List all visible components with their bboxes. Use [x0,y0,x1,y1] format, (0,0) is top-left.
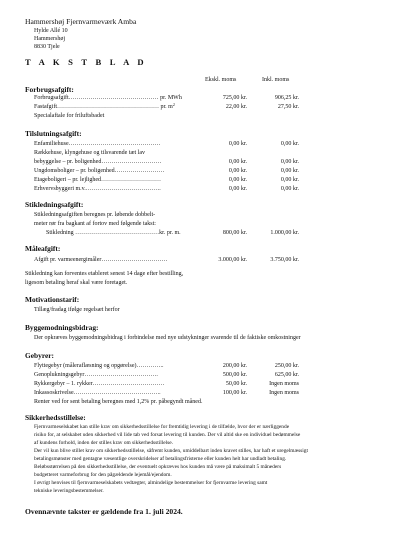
address-line-3: 8830 Tjele [34,44,60,50]
sikkerhed-line-8: I øvrigt henvises til fjernvarmeselskabets vedtægter, almindelige bestemmelser for fjernvarme levering samt [34,480,268,486]
value-excl: 200,00 kr. [222,363,247,369]
row-label: Stikledning ……………………………………kr. pr. m. [46,230,181,236]
value-excl: 3.000,00 kr. [218,257,247,263]
sikkerhed-line-4: Der vil kun blive stillet krav om sikkerhedsstillelse, såfremt kunden, umiddelbart inden kravet stilles, har haft et uregelmæssigt [34,448,308,454]
row-label: Inkassoskrivelse…………………………………….. [34,390,161,396]
address-line-2: Hammershøj [34,36,65,42]
value-excl: 0,00 kr. [228,177,247,183]
column-header-incl: Inkl. moms [262,77,290,83]
value-incl: Ingen moms [269,381,299,387]
value-incl: 250,00 kr. [274,363,299,369]
maaler-note-1: Stikledning kan forventes etableret senest 14 dage efter bestilling, [25,271,184,277]
row-label: Enfamiliehuse………………………………………. [34,141,161,147]
value-excl: 0,00 kr. [228,168,247,174]
section-heading-tilslutning: Tilslutningsafgift: [25,129,82,138]
row-label: Etageboligeri – pr. lejlighed………………………… [34,177,161,183]
value-incl: 0,00 kr. [280,186,299,192]
byggemodning-text: Der opkræves byggemodningsbidrag i forbindelse med nye udstykninger svarende til de faktiske omkostninger [34,335,301,341]
stikledning-line-1: Stikledningsafgiften beregnes pr. løbende dobbelt- [34,212,156,218]
column-header-excl: Ekskl. moms [205,77,237,83]
row-label: Rækkehuse, klyngehuse og tilsvarende tæt lav [34,150,145,156]
row-label: Flyttegebyr (måleraflæsning og opgørelse)………….. [34,363,164,369]
value-excl: 800,00 kr. [222,230,247,236]
row-label: Ungdomsboliger – pr. boligenhed……………………. [34,168,165,174]
section-heading-sikkerhed: Sikkerhedsstillelse: [25,413,86,422]
value-excl: 22,00 kr. [225,104,247,110]
value-excl: 0,00 kr. [228,141,247,147]
row-label: Rykkergebyr – 1. rykker……………………………… [34,381,165,387]
value-incl: 0,00 kr. [280,141,299,147]
value-incl: 27,50 kr. [277,104,299,110]
value-incl: 3.750,00 kr. [270,257,299,263]
value-excl: 500,00 kr. [222,372,247,378]
gebyrer-note: Renter ved for sent betaling beregnes med 1,2% pr. påbegyndt måned. [34,399,203,405]
stikledning-line-2: meter rør fra bagkant af fortov med følgende takst: [34,221,156,227]
sikkerhed-line-7: budgetteret varmeforbrug for den pågældende lejemål/ejendom. [34,472,172,478]
value-incl: 0,00 kr. [280,177,299,183]
row-label: Fastafgift…………………………………………… pr. $m^2$ [34,102,175,110]
row-label: Genoplukningsgebyr………………………………. [34,372,158,378]
value-excl: 725,00 kr. [222,95,247,101]
section-heading-gebyrer: Gebyrer: [25,351,55,360]
maaler-note-2: ligesom betaling heraf skal være foretaget. [25,280,128,286]
section-heading-forbrug: Forbrugsafgift: [25,85,74,94]
address-line-1: Hylde Allé 10 [34,28,68,34]
sikkerhed-line-2: risiko for, at selskabet uden sikkerhed vil lide tab ved forsat levering til kunden. Der vil altid ske en individuel bedømmelse [34,432,301,438]
value-incl: 1.000,00 kr. [270,230,299,236]
row-label: bebyggelse – pr. boligenhed………………………… [34,159,162,165]
value-incl: 625,00 kr. [274,372,299,378]
section-heading-byggemodning: Byggemodningsbidrag: [25,323,99,332]
section-heading-stikledning: Stikledningsafgift: [25,200,84,209]
value-excl: 100,00 kr. [222,390,247,396]
sikkerhed-line-1: Fjernvarmeselskabet kan stille krav om sikkerhedsstillelse for fremtidig levering i de tilfælde, hvor der er nærliggende [34,424,290,430]
row-label: Afgift pr. varmeenergimåler…………………………… [34,257,168,263]
sikkerhed-line-5: betalingsmønster med gentagne væsentlige overskridelser af betalingsfristerne eller kunden helt har undladt betaling. [34,456,287,462]
value-incl: 0,00 kr. [280,159,299,165]
sikkerhed-line-3: af kundens forhold, inden der stilles krav om sikkerhedsstillelse. [34,440,173,446]
value-incl: Ingen moms [269,390,299,396]
sikkerhed-line-9: tekniske leveringsbestemmelser. [34,488,104,494]
value-incl: 0,00 kr. [280,168,299,174]
motivation-text: Tillæg/fradag ifølge regelsæt herfor [34,307,120,313]
section-heading-maaler: Måleafgift: [25,244,61,253]
value-incl: 906,25 kr. [274,95,299,101]
forbrug-note: Specialaftale for friluftsbadet [34,113,105,119]
sikkerhed-line-6: Beløbsstørrelsen på den sikkerhedsstillelse, der eventuelt opkræves hos kunden må være på maksimalt 5 måneders [34,464,282,470]
value-excl: 50,00 kr. [225,381,247,387]
value-excl: 0,00 kr. [228,186,247,192]
row-label: Forbrugsafgift……………………………………… pr. MWh [34,95,182,101]
value-excl: 0,00 kr. [228,159,247,165]
superscript: 2 [172,102,175,107]
company-name: Hammershøj Fjernvarmeværk Amba [25,17,137,26]
document-title: T A K S T B L A D [25,57,147,67]
validity-statement: Ovennævnte takster er gældende fra 1. juli 2024. [25,507,183,516]
section-heading-motivation: Motivationstarif: [25,295,80,304]
row-label: Erhvervsbyggeri m.v.……………………………….. [34,186,161,192]
